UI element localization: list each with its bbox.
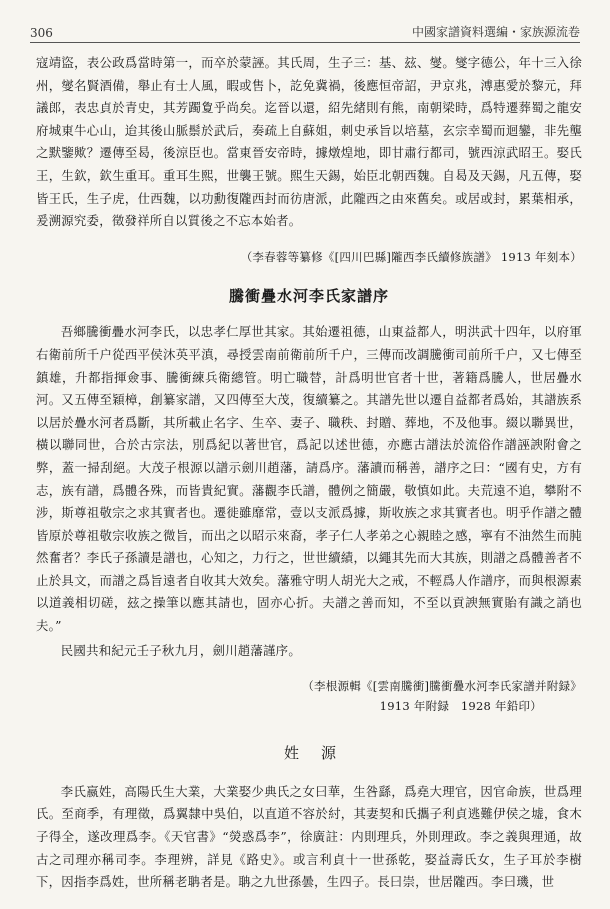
paragraph: 寇靖盜，表公政爲當時第一，而卒於蒙誣。其氏周，生子三：基、玆、燮。燮字德公，年十三入徐州，燮名賢酒備，舉止有士人風，暇或售卜，訖免冀禍，後應恒帝詔，尹京兆，溥惠愛於黎元，拜議郎，表忠貞於青史，其芳躅夐乎尚矣。迄晉以還，紹先緒則有熊，南朝梁時，爲特遷葬蜀之龍安府城東牛心山，迨其後山脈鬃於武后，奏疏上自蘇姐，刺史承旨以培墓，玄宗幸蜀而迴鑾，非先壟之默鑒歟？遷傳至曷，後涼臣也。當東晉安帝時，據燉煌地，即甘肅行都司，號西涼武昭王。娶氏王，生欽，欽生重耳。重耳生熙，世襲王號。熙生天錫，始臣北朝西魏。自曷及天錫，凡五傳，娶皆王氏，生子虎，仕西魏，以功勳復隴西封而彷唐派，此隴西之由來舊矣。或居或封，累葉相承，爰溯源究委，徵發祥所自以質後之不忘本始者。: [36, 55, 582, 229]
section-title: 騰衝疊水河李氏家譜序: [228, 286, 389, 305]
page-number: 306: [30, 26, 53, 40]
citation: （李根源輯《[雲南騰衝]騰衝疊水河李氏家譜并附録》: [302, 679, 582, 694]
paragraph: 李氏嬴姓，高陽氏生大業，大業娶少典氏之女曰華，生咎繇，爲堯大理官，因官命族，世爲理氏。至商季，有理徵，爲翼隸中吳伯，以直道不容於紂，其妻契和氏攜子利貞逃難伊侯之墟，食木子得全，遂改理爲李。《天官書》“熒惑爲李”，徐廣註：内則理兵，外則理政。李之義與理通，故古之司理亦稱司李。李理辨，詳見《路史》。或言利貞十一世孫乾，娶益壽氏女，生子耳於李樹下，因指李爲姓，世所稱老聃者是。聃之九世孫曇，生四子。長曰崇，世居隴西。李曰璣，世: [36, 783, 582, 890]
paragraph: 吾鄉騰衝疊水河李氏，以忠孝仁厚世其家。其始遷祖德，山東益都人，明洪武十四年，以府軍右衛前所千户從西平侯沐英平滇，尋授雲南前衛前所千户，三傳而改調騰衝司前所千户，又七傳至鎮雄，升都指揮僉事、騰衝練兵衛總管。明亡職替，計爲明世官者十世，著籍爲騰人，世居疊水河。又五傳至穎樟，創纂家譜，又四傳至大茂，復續纂之。其譜先世以遷自益都者爲始，其譜族系以居於疊水河者爲斷，其所載止名字、生卒、妻子、職秩、封贈、葬地，不及他事。綴以聯異世，橫以聯同世，合於古宗法，別爲紀以著世官，爲記以述世德，亦應古譜法於流俗作譜誣諛附會之弊，蓋一掃刮絕。大茂子根源以譜示劍川趙藩，請爲序。藩讀而稱善，譜序之曰：“國有史，方有志，族有譜，爲體各殊，而皆貴紀實。藩觀李氏譜，體例之簡嚴，敬慎如此。夫荒遠不追，攀附不涉，斯尊祖敬宗之求其實者也。遷徙雖靡常，壹以支派爲據，斯收族之求其實者也。明乎作譜之體皆原於尊祖敬宗收族之微旨，而出之以昭示來裔，孝子仁人孝弟之心親睦之感，寧有不油然生而肫然奮者？李氏子孫讀是譜也，心知之，力行之，世世續績，以繩其先而大其族，則譜之爲體善者不止於具文，而譜之爲旨遠者自收其大效矣。藩雅守明人胡光大之戒，不輕爲人作譜序，而與根源素以道義相切磋，玆之操筆以應其請也，固亦心折。夫譜之善而知，不至以貢諛無實貽有識之誚也夫。”: [36, 324, 582, 634]
running-title: 中國家譜資料選編・家族源流卷: [411, 25, 580, 39]
citation-continued: 1913 年附録 1928 年鉛印）: [379, 699, 542, 714]
header-rule: [30, 42, 580, 43]
page-content: [36, 52, 582, 894]
signature-line: 民國共和紀元壬子秋九月，劍川趙藩謹序。: [60, 642, 301, 658]
citation: （李春蓉等纂修《[四川巴縣]隴西李氏續修族譜》 1913 年刻本）: [240, 249, 582, 264]
page-header: [30, 14, 580, 40]
section-title: 姓源: [283, 744, 358, 763]
